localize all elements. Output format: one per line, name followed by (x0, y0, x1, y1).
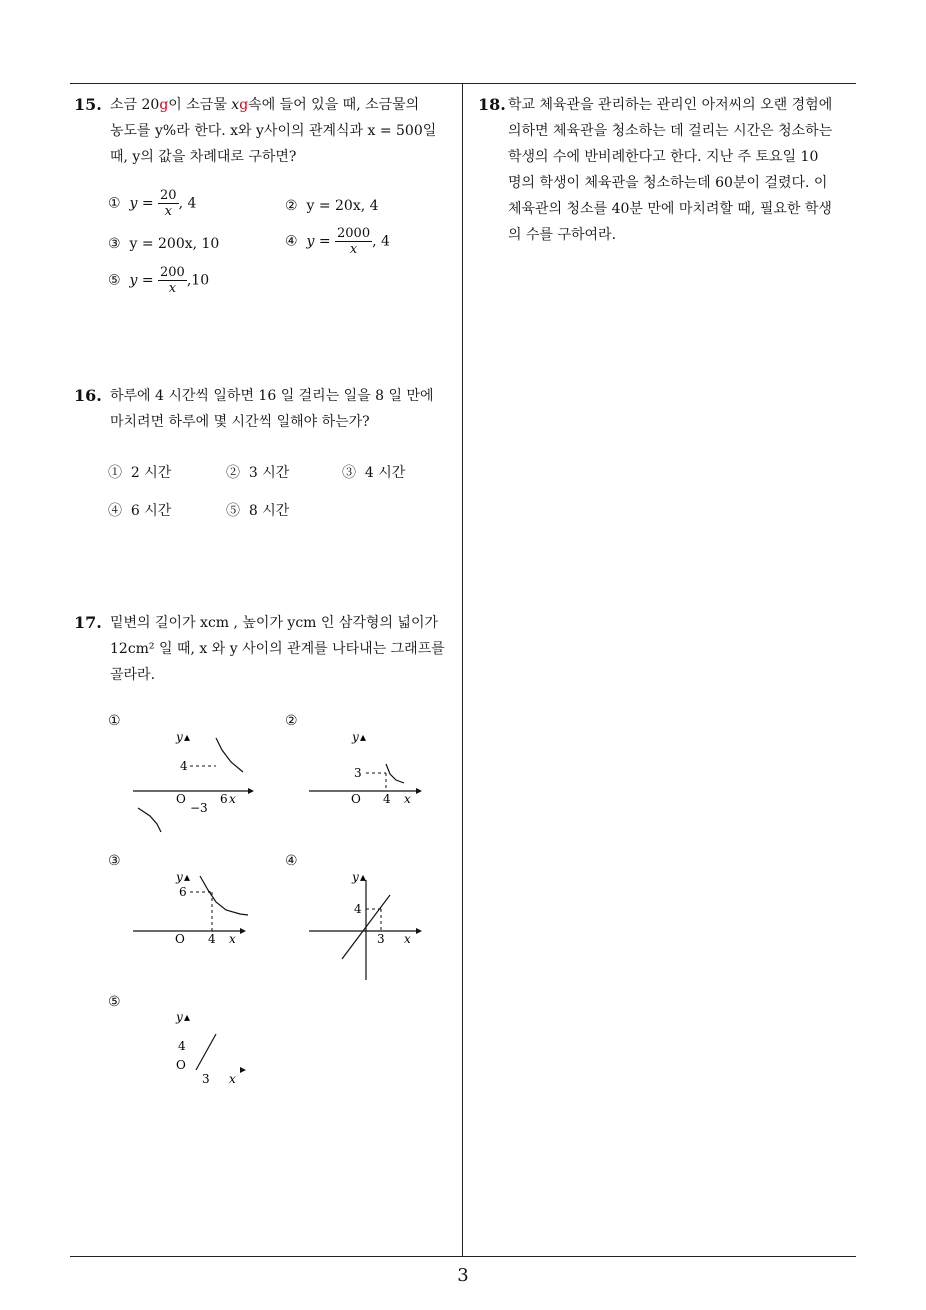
graph-option-mark[interactable]: ③ (108, 853, 121, 869)
option-2[interactable]: ② y = 20x, 4 (285, 198, 379, 214)
graph-tick-label: 3 (354, 766, 362, 780)
graph-4[interactable] (304, 868, 434, 983)
option-1[interactable]: ① y = $\frac{20}{x}$ , 4 (108, 188, 197, 219)
top-rule (70, 83, 856, 84)
question-line: 의 수를 구하여라. (508, 227, 617, 243)
graph-y-axis-label: y (176, 870, 183, 884)
question-16 (74, 383, 460, 435)
graph-tick-label: 6 (179, 885, 187, 899)
question-line: 소금 20g이 소금물 xg속에 들어 있을 때, 소금물의 (110, 97, 420, 113)
question-line: 하루에 4 시간씩 일하면 16 일 걸리는 일을 8 일 만에 (110, 388, 434, 404)
question-line: 12cm² 일 때, x 와 y 사이의 관계를 나타내는 그래프를 (110, 641, 445, 657)
graph-origin-label: O (175, 932, 185, 946)
question-number: 17. (74, 613, 102, 632)
graph-tick-label: 4 (383, 792, 391, 806)
graph-x-axis-label: x (229, 1072, 236, 1086)
graph-y-axis-label: y (176, 730, 183, 744)
graph-5[interactable] (128, 1008, 258, 1098)
question-line: 명의 학생이 체육관을 청소하는데 60분이 걸렸다. 이 (508, 175, 828, 191)
question-number: 16. (74, 386, 102, 405)
graph-y-axis-label: y (352, 730, 359, 744)
question-line: 때, y의 값을 차례대로 구하면? (110, 149, 297, 165)
question-text (110, 383, 460, 435)
question-text (508, 92, 864, 248)
question-line: 밑변의 길이가 xcm , 높이가 ycm 인 삼각형의 넓이가 (110, 615, 438, 631)
bottom-rule (70, 1256, 856, 1257)
graph-tick-label: 4 (180, 759, 188, 773)
graph-y-axis-label: y (176, 1010, 183, 1024)
option-3[interactable]: ③ 4 시간 (342, 465, 406, 481)
svg-text:▴: ▴ (184, 1010, 191, 1024)
svg-text:▴: ▴ (360, 870, 367, 884)
option-3[interactable]: ③ y = 200x, 10 (108, 236, 220, 252)
graph-x-axis-label: x (229, 932, 236, 946)
graph-tick-label: 3 (202, 1072, 210, 1086)
question-line: 의하면 체육관을 청소하는 데 걸리는 시간은 청소하는 (508, 123, 833, 139)
question-number: 15. (74, 95, 102, 114)
graph-x-axis-label: x (229, 792, 236, 806)
question-17 (74, 610, 460, 688)
option-4[interactable]: ④ 6 시간 (108, 503, 172, 519)
question-line: 학생의 수에 반비례한다고 한다. 지난 주 토요일 10 (508, 149, 819, 165)
graph-origin-label: O (176, 1058, 186, 1072)
graph-tick-label: 6 (220, 792, 228, 806)
graph-1[interactable] (128, 728, 258, 838)
graph-tick-label: 4 (208, 932, 216, 946)
question-text (110, 610, 460, 688)
graph-y-axis-label: y (352, 870, 359, 884)
question-line: 골라라. (110, 667, 156, 683)
question-line: 마치려면 하루에 몇 시간씩 일해야 하는가? (110, 414, 370, 430)
graph-option-mark[interactable]: ② (285, 713, 298, 729)
option-2[interactable]: ② 3 시간 (226, 465, 290, 481)
option-1[interactable]: ① 2 시간 (108, 465, 172, 481)
question-text (110, 92, 460, 170)
page-number: 3 (457, 1265, 469, 1286)
question-line: 학교 체육관을 관리하는 관리인 아저씨의 오랜 경험에 (508, 97, 833, 113)
graph-option-mark[interactable]: ④ (285, 853, 298, 869)
graph-origin-label: O (351, 792, 361, 806)
graph-option-mark[interactable]: ⑤ (108, 994, 121, 1010)
svg-text:▴: ▴ (184, 730, 191, 744)
graph-2[interactable] (304, 728, 434, 838)
question-line: 체육관의 청소를 40분 만에 마치려할 때, 필요한 학생 (508, 201, 832, 217)
graph-3[interactable] (128, 868, 258, 978)
option-5[interactable]: ⑤ y = $\frac{200}{x}$ ,10 (108, 265, 210, 296)
graph-tick-label: 4 (354, 902, 362, 916)
graph-tick-label: 4 (178, 1039, 186, 1053)
graph-tick-label: 3 (377, 932, 385, 946)
option-4[interactable]: ④ y = $\frac{2000}{x}$ , 4 (285, 226, 390, 257)
svg-text:▴: ▴ (184, 870, 191, 884)
graph-origin-label: O (176, 792, 186, 806)
question-18 (478, 92, 864, 248)
question-line: 농도를 y%라 한다. x와 y사이의 관계식과 x = 500일 (110, 123, 437, 139)
option-5[interactable]: ⑤ 8 시간 (226, 503, 290, 519)
question-15 (74, 92, 460, 170)
svg-text:▴: ▴ (360, 730, 367, 744)
graph-tick-label: −3 (190, 801, 208, 815)
question-number: 18. (478, 95, 506, 114)
column-divider (462, 83, 463, 1257)
graph-option-mark[interactable]: ① (108, 713, 121, 729)
graph-x-axis-label: x (404, 792, 411, 806)
graph-x-axis-label: x (404, 932, 411, 946)
